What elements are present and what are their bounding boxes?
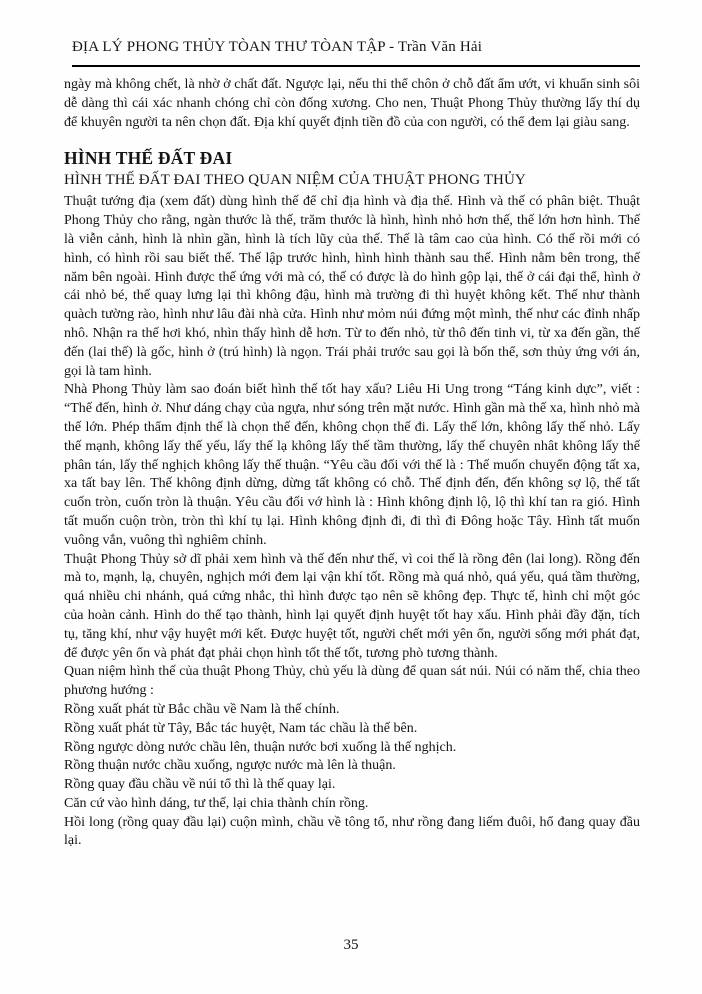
paragraph: Rồng xuất phát từ Tây, Bắc tác huyệt, Nam tác chầu là thế bên. [64,720,418,736]
paragraph: Quan niệm hình thế của thuật Phong Thủy, chủ yếu là dùng để quan sát núi. Núi có năm thế, chia theo phương hướng : [64,664,640,699]
intro-paragraph: ngày mà không chết, là nhờ ở chất đất. Ngược lại, nếu thi thể chôn ở chỗ đất ẩm ướt, vi khuẩn sinh sôi dễ dàng thì cái xác nhanh chóng chỉ còn đống xương. Cho nen, Thuật Phong Thủy thường lấy thí dụ để khuyên người ta nên chọn đất. Địa khí quyết định tiền đồ của con người, có thể đem lại giàu sang. [64,77,640,130]
header-rule [72,65,640,67]
paragraph: Rồng quay đầu chầu về núi tổ thì là thế quay lại. [64,777,336,793]
paragraph: Rồng xuất phát từ Bắc chầu về Nam là thế chính. [64,701,340,717]
paragraph: Rồng ngược dòng nước chầu lên, thuận nước bơi xuống là thế nghịch. [64,739,457,755]
page-footer [0,937,702,954]
paragraph: Thuật Phong Thủy sở dĩ phải xem hình và thế đến như thế, vì coi thế là rồng đên (lai long). Rồng đến mà to, mạnh, lạ, chuyên, nghịch mới đem lại vận khí tốt. Rồng mà quá nhỏ, quá yếu, quá tầm thường, quá nhiều chi nhánh, quá cứng nhắc, thì hình được tạo nên sẽ không đẹp. Thực tế, hình chỉ một góc của hoàn cảnh. Hình do thế tạo thành, hình lại quyết định huyệt tốt hay xấu. Hình phải đầy đặn, tích tụ, tăng khí, như vậy huyệt mới kết. Được huyệt tốt, người chết mới yên ổn, người sống mới phát đạt, để được yên ổn và phát đạt phải chọn hình tốt thế tốt, tương phò tương thành. [64,551,640,661]
section-heading: HÌNH THẾ ĐẤT ĐAI [64,148,233,169]
page-number: 35 [343,937,359,953]
body-paragraphs [64,193,640,851]
paragraph: Hồi long (rồng quay đầu lại) cuộn mình, chầu về tông tổ, như rồng đang liếm đuôi, hổ đang quay đầu lại. [64,814,640,849]
paragraph: Căn cứ vào hình dáng, tư thế, lại chia thành chín rồng. [64,795,369,811]
paragraph: Nhà Phong Thủy làm sao đoán biết hình thế tốt hay xấu? Liêu Hi Ung trong “Táng kinh dực”, viết : “Thế đến, hình ở. Như dáng chạy của ngựa, như sóng trên mặt nước. Hình gần mà thế xa, hình nhỏ mà thế lớn. Phép thẩm định thế là chọn thế đến, không chọn thế đi. Lấy thế lớn, không lấy thế nhỏ. Lấy thế mạnh, không lấy thế yếu, lấy thế lạ không lấy thế tầm thường, lấy thế chuyên nhât không lấy thế phân tán, lấy thế nghịch không lấy thế thuận. “Yêu cầu đối với thế là : Thế muốn chuyển động tất xa, xa tất bay lên. Thế không định dừng, dừng tất không có chỗ. Thế định đến, đến không sợ lộ, thế tất cuốn tròn, cuốn tròn là thuận. Yêu cầu đối vớ hình là : Hình không định lộ, lộ thì khí tan ra gió. Hình tất muốn cuộn tròn, tròn thì khí tụ lại. Hình không định đi, đi thì đi Đông hoặc Tây. Hình tất muốn vuông vắn, vuông thì nghiêm chỉnh. [64,382,640,548]
running-header [64,38,640,57]
header-title: ĐỊA LÝ PHONG THỦY TÒAN THƯ TÒAN TẬP - Trần Văn Hải [72,39,483,55]
paragraph: Rồng thuận nước chầu xuống, ngược nước mà lên là thuận. [64,758,396,774]
section-subheading: HÌNH THẾ ĐẤT ĐAI THEO QUAN NIỆM CỦA THUẬT PHONG THỦY [64,172,526,189]
paragraph: Thuật tướng địa (xem đất) dùng hình thế để chỉ địa hình và địa thế. Hình và thế có phân biệt. Thuật Phong Thủy cho rằng, ngàn thước là thế, trăm thước là hình, hình nhỏ hơn thế, thế lớn hơn hình. Thế là viễn cảnh, hình là nhìn gần, hình là tích lũy của thế. Thế là tâm cao của hình. Có thế rồi mới có hình, có hình rồi sau biết thế. Thế lập trước hình, hình hình thành sau thế. Hình nằm bên trong, thế năm bên ngoài. Hình được thế ứng với mà có, thế có được là do hình gộp lại, thế ở cái đại thể, hình ở cái nhỏ bé, thế quay lưng lại thì không đậu, hình mà trường đi thì huyệt không kết. Thế như thành quàch tường rào, hình như lâu đài nhà cửa. Hình như mỏm núi đứng một mình, thế như các đỉnh nhấp nhô. Nhận ra thế hơi khó, nhìn thấy hình dễ hơn. Từ to đến nhỏ, từ thô đến tinh vi, từ xa đến gần, thế đến (lai thế) là gốc, hình ở (trú hình) là ngọn. Trái phải trước sau gọi là bốn thể, sơn thủy ứng với án, gọi là tam hình. [64,194,640,379]
